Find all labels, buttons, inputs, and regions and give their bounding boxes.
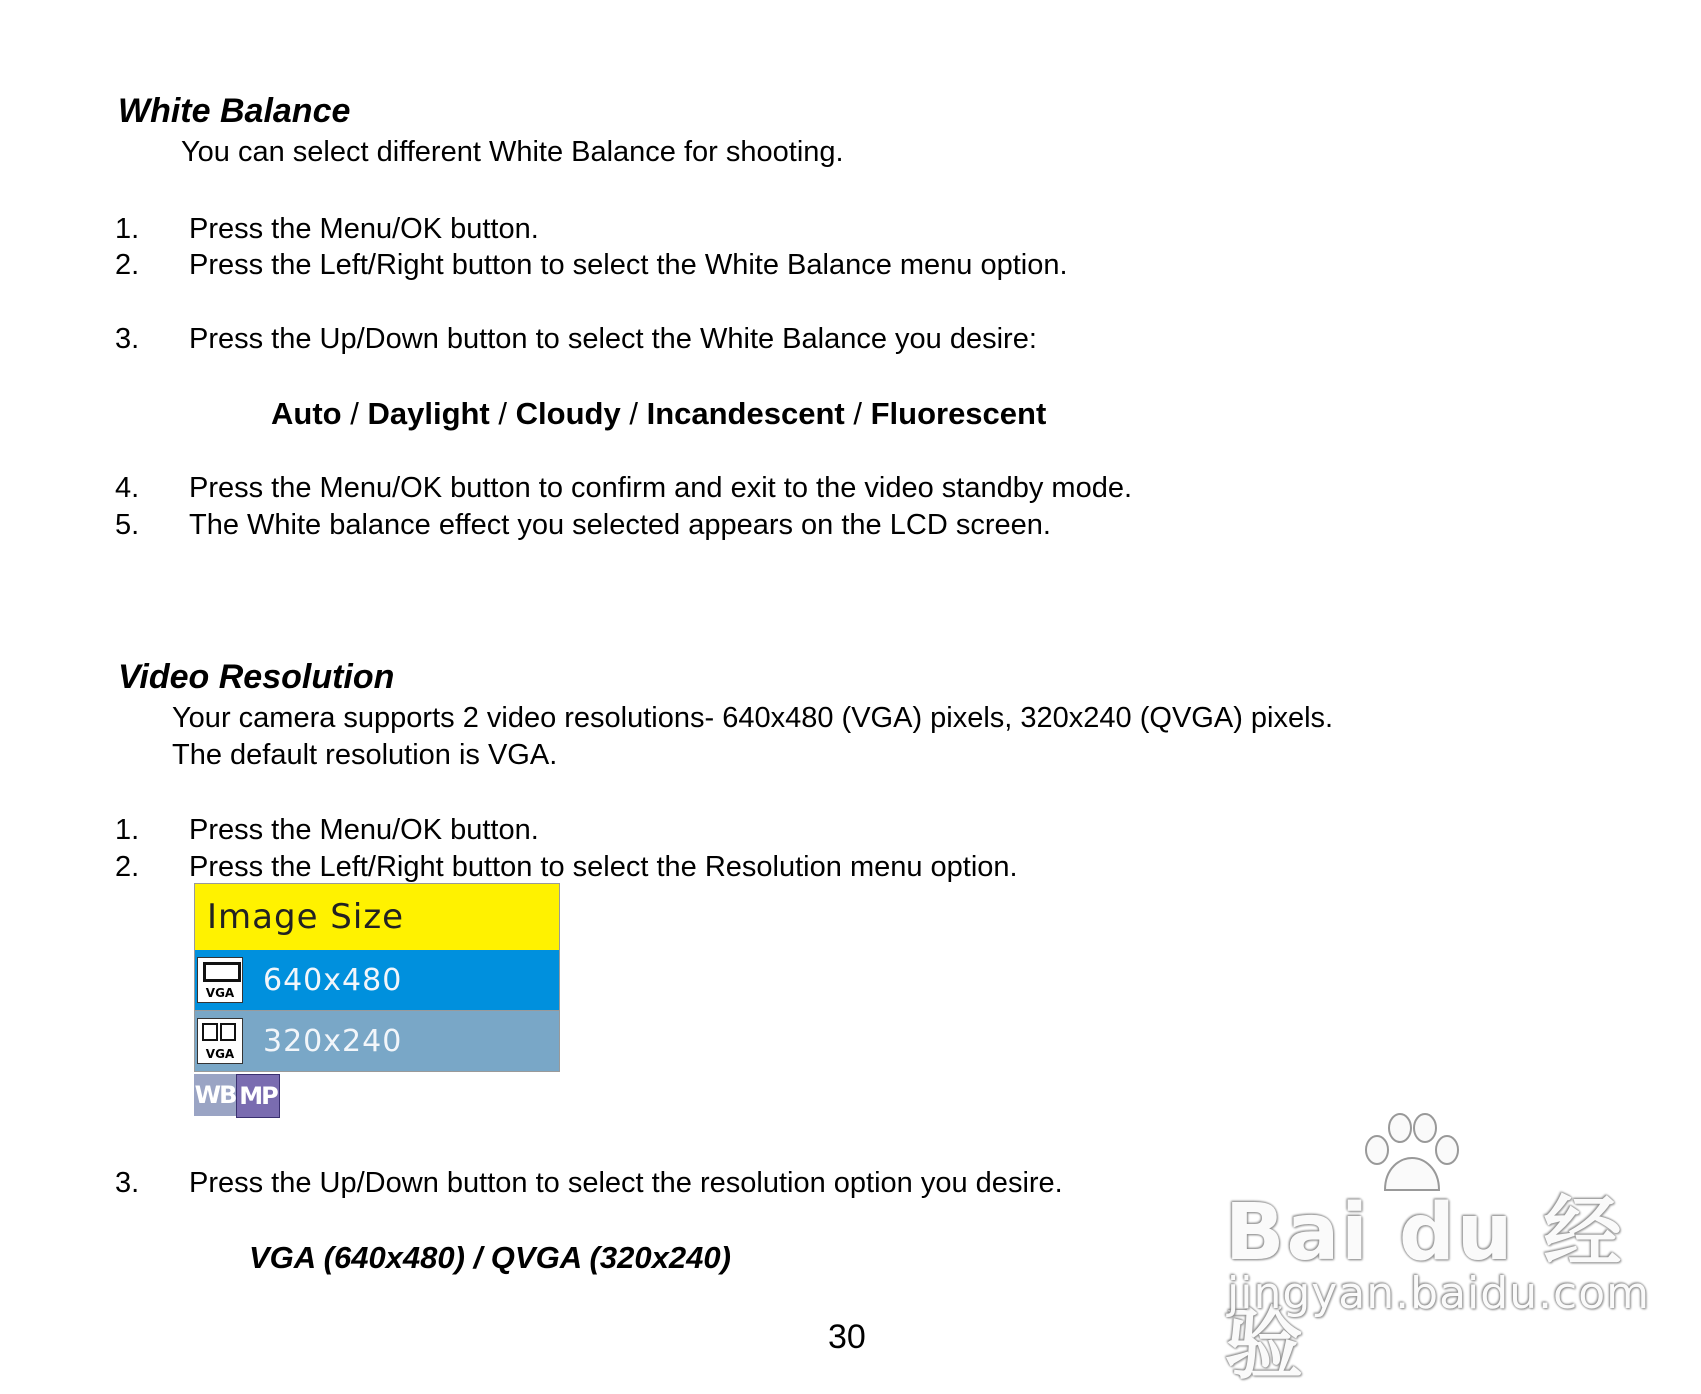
- watermark-logo-text: Bai du 经验: [1225, 1188, 1624, 1390]
- vr-step-1-number: 1.: [115, 814, 140, 846]
- wb-step-1-text: Press the Menu/OK button.: [189, 213, 539, 245]
- wb-step-5-number: 5.: [115, 509, 140, 541]
- vr-step-2-number: 2.: [115, 851, 140, 883]
- wb-step-5-text: The White balance effect you selected appears on the LCD screen.: [189, 509, 1051, 541]
- wb-option-separator: /: [498, 396, 508, 431]
- qvga-icon: [197, 1018, 243, 1064]
- wb-step-4-text: Press the Menu/OK button to confirm and exit to the video standby mode.: [189, 472, 1133, 504]
- wb-option-auto: Auto: [271, 396, 342, 431]
- lcd-image-size-menu: [194, 883, 560, 1118]
- qvga-icon-tag: VGA: [205, 1047, 235, 1061]
- mp-tab-icon: MP: [236, 1074, 280, 1118]
- video-resolution-intro-line1: Your camera supports 2 video resolutions- 640x480 (VGA) pixels, 320x240 (QVGA) pixels.: [172, 702, 1334, 734]
- wb-option-cloudy: Cloudy: [515, 396, 621, 431]
- wb-option-separator: /: [853, 396, 862, 431]
- wb-step-2-text: Press the Left/Right button to select the White Balance menu option.: [189, 249, 1068, 281]
- baidu-watermark: [1215, 1110, 1651, 1390]
- wb-step-1-number: 1.: [115, 213, 140, 245]
- lcd-menu-row-label: 640x480: [263, 962, 403, 998]
- white-balance-intro: You can select different White Balance for shooting.: [181, 136, 844, 168]
- vr-step-2-text: Press the Left/Right button to select the Resolution menu option.: [189, 851, 1018, 883]
- wb-option-separator: /: [350, 396, 359, 431]
- wb-option-daylight: Daylight: [367, 396, 490, 431]
- wb-tab-icon: WB: [194, 1074, 236, 1116]
- video-resolution-options: VGA (640x480) / QVGA (320x240): [249, 1240, 731, 1275]
- vga-icon: [197, 957, 243, 1003]
- lcd-menu-row-qvga: [194, 1011, 560, 1072]
- vr-step-3-text: Press the Up/Down button to select the resolution option you desire.: [189, 1167, 1063, 1199]
- white-balance-heading: White Balance: [118, 92, 351, 130]
- wb-option-incandescent: Incandescent: [646, 396, 845, 431]
- vga-icon-tag: VGA: [205, 986, 235, 1000]
- watermark-url: jingyan.baidu.com: [1227, 1268, 1651, 1319]
- wb-step-2-number: 2.: [115, 249, 140, 281]
- vr-step-1-text: Press the Menu/OK button.: [189, 814, 539, 846]
- lcd-menu-title: Image Size: [194, 883, 560, 950]
- page-number: 30: [828, 1318, 866, 1356]
- video-resolution-heading: Video Resolution: [118, 658, 395, 696]
- wb-step-3-text: Press the Up/Down button to select the White Balance you desire:: [189, 323, 1037, 355]
- wb-option-separator: /: [629, 396, 638, 431]
- lcd-menu-tabs: [194, 1074, 560, 1118]
- wb-option-fluorescent: Fluorescent: [870, 396, 1047, 431]
- white-balance-options: [271, 398, 1046, 429]
- wb-step-3-number: 3.: [115, 323, 140, 355]
- lcd-menu-row-vga: [194, 950, 560, 1011]
- video-resolution-intro-line2: The default resolution is VGA.: [172, 739, 558, 771]
- vr-step-3-number: 3.: [115, 1167, 140, 1199]
- wb-step-4-number: 4.: [115, 472, 140, 504]
- lcd-menu-row-label: 320x240: [263, 1023, 403, 1059]
